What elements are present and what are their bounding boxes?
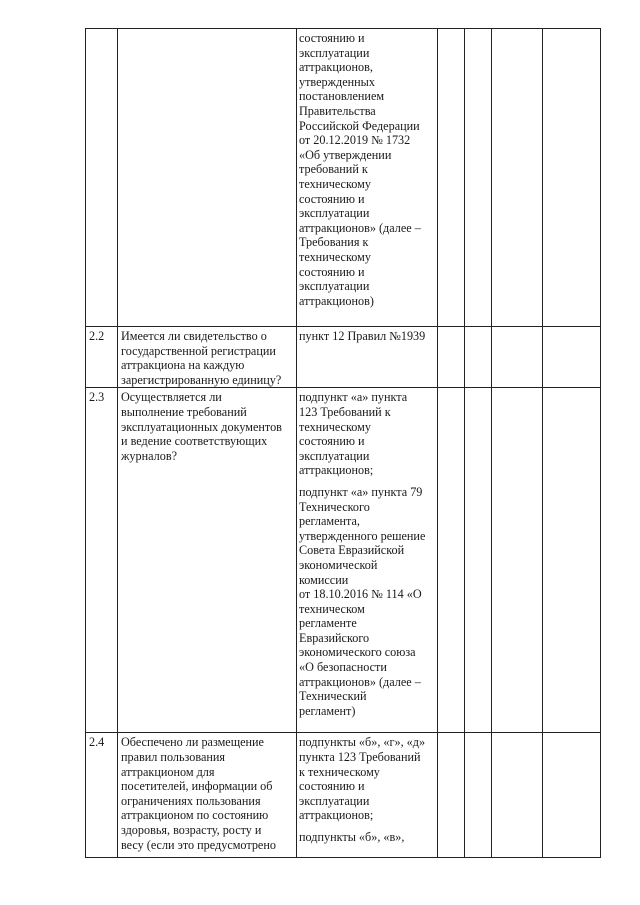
not-applicable-cell — [492, 733, 543, 858]
legal-basis-text: подпункт «а» пункта 123 Требований к техническому состоянию и эксплуатации аттракционов; — [299, 390, 408, 478]
row-number — [86, 29, 118, 327]
answer-yes-cell — [438, 29, 465, 327]
table-row — [86, 29, 601, 327]
row-number: 2.4 — [86, 733, 118, 858]
answer-no-cell — [465, 327, 492, 388]
notes-cell — [543, 388, 601, 733]
not-applicable-cell — [492, 29, 543, 327]
legal-basis-text: подпункт «а» пункта 79 Технического регламента, утвержденного решение Совета Евразийской экономической комиссии от 18.10.2016 № 114 «О техническом регламенте Евразийского экономического союза «О безопасности аттракционов» (далее – Технический регламент) — [299, 484, 426, 718]
requirement-question: Имеется ли свидетельство о государственной регистрации аттракциона на каждую зарегистрированную единицу? — [118, 327, 297, 388]
requirement-question: Обеспечено ли размещение правил пользования аттракционом для посетителей, информации об ограничениях пользования аттракционом по состоянию здоровья, возрасту, росту и весу (если это предусмотрено — [118, 733, 297, 858]
legal-basis-text: подпункты «б», «г», «д» пункта 123 Требований к техническому состоянию и эксплуатации аттракционов; — [299, 735, 426, 823]
answer-no-cell — [465, 388, 492, 733]
not-applicable-cell — [492, 327, 543, 388]
notes-cell — [543, 327, 601, 388]
requirement-question: Осуществляется ли выполнение требований эксплуатационных документов и ведение соответствующих журналов? — [118, 388, 297, 733]
legal-basis — [297, 29, 438, 327]
row-number: 2.3 — [86, 388, 118, 733]
legal-basis-text: пункт 12 Правил №1939 — [299, 329, 426, 343]
answer-no-cell — [465, 29, 492, 327]
legal-basis-text: подпункты «б», «в», — [299, 829, 405, 844]
table-row — [86, 388, 601, 733]
not-applicable-cell — [492, 388, 543, 733]
legal-basis-text: состоянию и эксплуатации аттракционов, утвержденных постановлением Правительства Российской Федерации от 20.12.2019 № 1732 «Об утверждении требований к техническому состоянию и эксплуатации аттракционов» (далее – Требования к техническому состоянию и эксплуатации аттракционов) — [299, 31, 421, 308]
table-row — [86, 733, 601, 858]
legal-basis — [297, 327, 438, 388]
answer-yes-cell — [438, 388, 465, 733]
notes-cell — [543, 733, 601, 858]
requirement-question — [118, 29, 297, 327]
checklist-table — [85, 28, 601, 858]
legal-basis — [297, 388, 438, 733]
table-row — [86, 327, 601, 388]
answer-yes-cell — [438, 733, 465, 858]
answer-no-cell — [465, 733, 492, 858]
notes-cell — [543, 29, 601, 327]
row-number: 2.2 — [86, 327, 118, 388]
answer-yes-cell — [438, 327, 465, 388]
legal-basis — [297, 733, 438, 858]
